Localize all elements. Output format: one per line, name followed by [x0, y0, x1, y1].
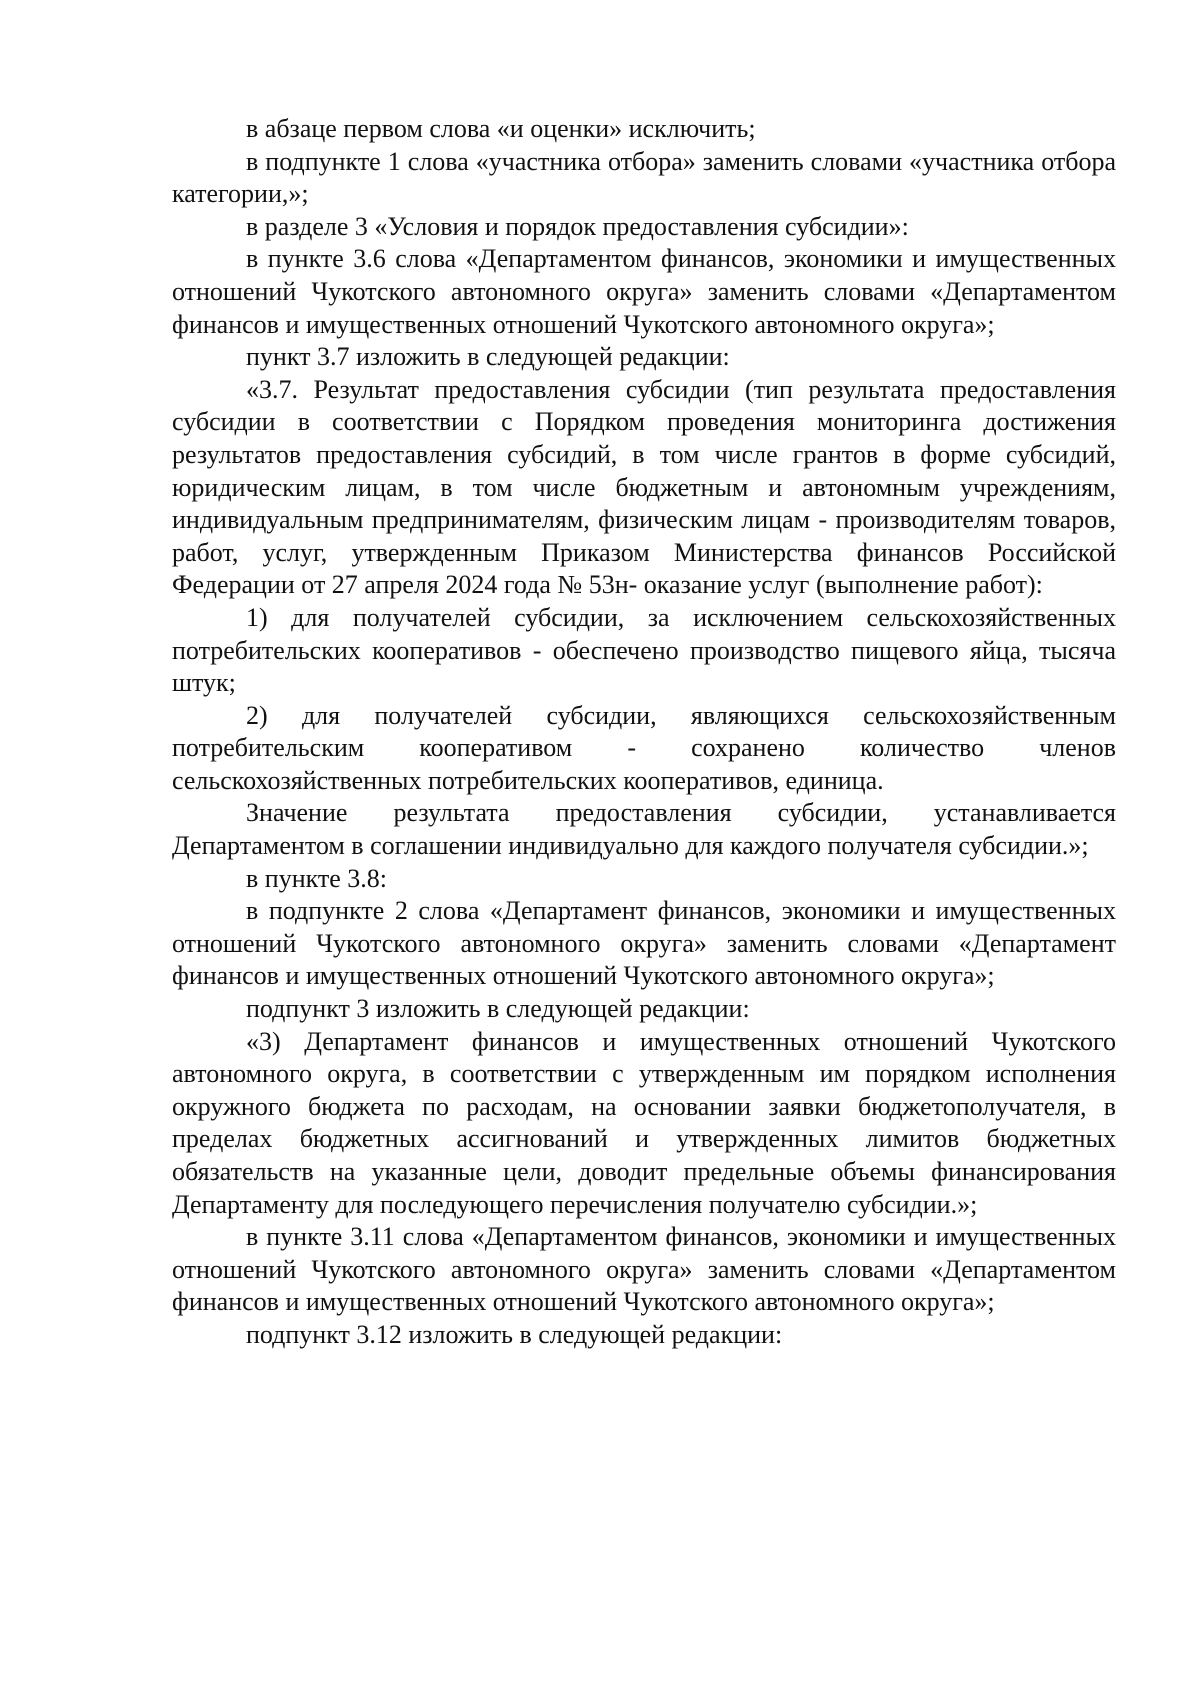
paragraph-podpunkt-3-intro: подпункт 3 изложить в следующей редакции:: [246, 994, 750, 1024]
paragraph-abzac-pervyi: в абзаце первом слова «и оценки» исключить;: [246, 114, 756, 143]
document-body: [172, 113, 1116, 1352]
paragraph-punkt-3-8: в пункте 3.8:: [246, 863, 388, 893]
paragraph-podpunkt-1: в подпункте 1 слова «участника отбора» заменить словами «участника отбора категории,»;: [172, 146, 1116, 209]
paragraph-razdel-3: в разделе 3 «Условия и порядок предоставления субсидии»:: [246, 211, 909, 241]
paragraph-podpunkt-3-12: подпункт 3.12 изложить в следующей редакции:: [246, 1319, 783, 1349]
paragraph-punkt-3-6: в пункте 3.6 слова «Департаментом финансов, экономики и имущественных отношений Чукотского автономного округа» заменить словами «Департаментом финансов и имущественных отношений Чукотского автономного округа»;: [172, 244, 1116, 339]
paragraph-item-2: 2) для получателей субсидии, являющихся сельскохозяйственным потребительским кооперативом - сохранено количество членов сельскохозяйственных потребительских кооперативов, единица.: [172, 700, 1116, 795]
paragraph-item-1: 1) для получателей субсидии, за исключением сельскохозяйственных потребительских кооперативов - обеспечено производство пищевого яйца, тысяча штук;: [172, 602, 1116, 698]
paragraph-znachenie: Значение результата предоставления субсидии, устанавливается Департаментом в соглашении индивидуально для каждого получателя субсидии.»;: [172, 798, 1116, 861]
paragraph-podpunkt-2: в подпункте 2 слова «Департамент финансов, экономики и имущественных отношений Чукотского автономного округа» заменить словами «Департамент финансов и имущественных отношений Чукотского автономного округа»;: [172, 896, 1116, 991]
paragraph-podpunkt-3-text: «3) Департамент финансов и имущественных отношений Чукотского автономного округа, в соответствии с утвержденным им порядком исполнения окружного бюджета по расходам, на основании заявки бюджетополучателя, в пределах бюджетных ассигнований и утвержденных лимитов бюджетных обязательств на указанные цели, доводит предельные объемы финансирования Департаменту для последующего перечисления получателю субсидии.»;: [172, 1026, 1116, 1219]
paragraph-punkt-3-7-intro: пункт 3.7 изложить в следующей редакции:: [246, 342, 730, 372]
paragraph-punkt-3-7-text: «3.7. Результат предоставления субсидии (тип результата предоставления субсидии в соответствии с Порядком проведения мониторинга достижения результатов предоставления субсидий, в том числе грантов в форме субсидий, юридическим лицам, в том числе бюджетным и автономным учреждениям, индивидуальным предпринимателям, физическим лицам - производителям товаров, работ, услуг, утвержденным Приказом Министерства финансов Российской Федерации от 27 апреля 2024 года № 53н- оказание услуг (выполнение работ):: [172, 374, 1116, 600]
paragraph-punkt-3-11: в пункте 3.11 слова «Департаментом финансов, экономики и имущественных отношений Чукотского автономного округа» заменить словами «Департаментом финансов и имущественных отношений Чукотского автономного округа»;: [172, 1222, 1116, 1317]
